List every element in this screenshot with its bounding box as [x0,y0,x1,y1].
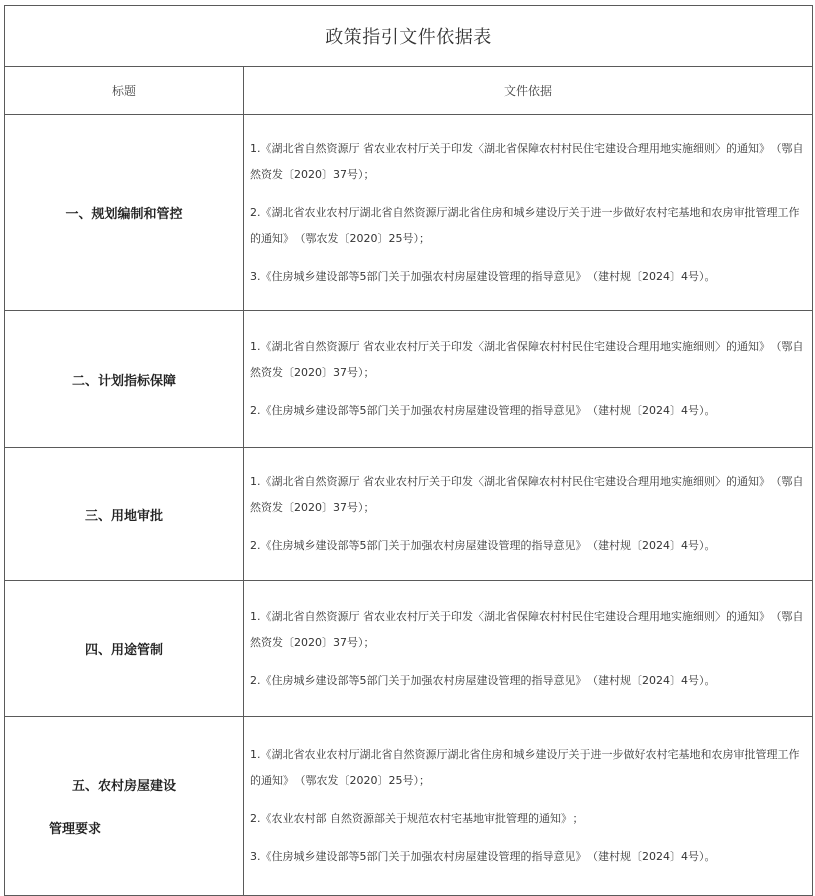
document-item [250,604,808,656]
table-title: 政策指引文件依据表 [5,6,813,67]
document-item [250,533,808,559]
document-item [250,264,808,290]
document-number: （建村规〔2024〕4号）。 [592,404,716,417]
document-number: （鄂自然资发〔2020〕37号）； [250,475,804,514]
table-row [5,115,813,311]
row-category: 二、计划指标保障 [5,311,244,448]
document-number: （鄂自然资发〔2020〕37号）； [250,141,804,181]
document-number: ； [572,812,584,825]
row-category [5,717,244,896]
document-item [250,200,808,252]
row-category: 三、用地审批 [5,448,244,581]
row-documents [244,581,813,717]
document-item [250,469,808,521]
document-title: 2.《住房城乡建设部等5部门关于加强农村房屋建设管理的指导意见》 [250,539,587,552]
policy-document-table [4,5,813,896]
document-title: 1.《湖北省自然资源厅 省农业农村厅关于印发〈湖北省保障农村村民住宅建设合理用地实施细则〉的通知》 [250,340,770,353]
document-item [250,844,808,870]
row-documents [244,115,813,311]
document-item [250,668,808,694]
document-number: （鄂自然资发〔2020〕37号）； [250,609,804,649]
document-number: （建村规〔2024〕4号）。 [592,539,716,552]
table-row [5,311,813,448]
document-number: （建村规〔2024〕4号）。 [592,673,716,687]
row-category: 一、规划编制和管控 [5,115,244,311]
document-item [250,334,808,386]
table-header-row [5,67,813,115]
document-title: 2.《住房城乡建设部等5部门关于加强农村房屋建设管理的指导意见》 [250,673,587,687]
header-title-column: 标题 [5,67,244,115]
document-number: （建村规〔2024〕4号）。 [592,850,716,863]
document-title: 1.《湖北省自然资源厅 省农业农村厅关于印发〈湖北省保障农村村民住宅建设合理用地实施细则〉的通知》 [250,141,770,155]
row-category-line1: 五、农村房屋建设 [71,779,176,794]
document-title: 3.《住房城乡建设部等5部门关于加强农村房屋建设管理的指导意见》 [250,850,587,863]
table-title-row [5,6,813,67]
row-documents [244,311,813,448]
row-category: 四、用途管制 [5,581,244,717]
document-title: 1.《湖北省自然资源厅 省农业农村厅关于印发〈湖北省保障农村村民住宅建设合理用地实施细则〉的通知》 [250,609,770,623]
document-item [250,398,808,424]
table-row [5,448,813,581]
document-number: （鄂农发〔2020〕25号）； [300,231,430,245]
row-documents [244,448,813,581]
document-item [250,742,808,794]
document-title: 2.《农业农村部 自然资源部关于规范农村宅基地审批管理的通知》 [250,812,567,825]
document-number: （鄂自然资发〔2020〕37号）； [250,340,804,379]
header-documents-column: 文件依据 [244,67,813,115]
document-title: 1.《湖北省农业农村厅湖北省自然资源厅湖北省住房和城乡建设厅关于进一步做好农村宅基地和农房审批管理工作的通知》 [250,748,800,787]
row-documents [244,717,813,896]
document-number: （鄂农发〔2020〕25号）； [300,774,430,787]
document-item [250,136,808,188]
table-row [5,717,813,896]
document-title: 2.《住房城乡建设部等5部门关于加强农村房屋建设管理的指导意见》 [250,404,587,417]
document-number: （建村规〔2024〕4号）。 [592,269,716,283]
row-category-line2: 管理要求 [49,822,102,837]
document-title: 3.《住房城乡建设部等5部门关于加强农村房屋建设管理的指导意见》 [250,269,587,283]
document-title: 2.《湖北省农业农村厅湖北省自然资源厅湖北省住房和城乡建设厅关于进一步做好农村宅基地和农房审批管理工作的通知》 [250,205,800,245]
document-item [250,806,808,832]
document-title: 1.《湖北省自然资源厅 省农业农村厅关于印发〈湖北省保障农村村民住宅建设合理用地实施细则〉的通知》 [250,475,770,488]
table-row [5,581,813,717]
